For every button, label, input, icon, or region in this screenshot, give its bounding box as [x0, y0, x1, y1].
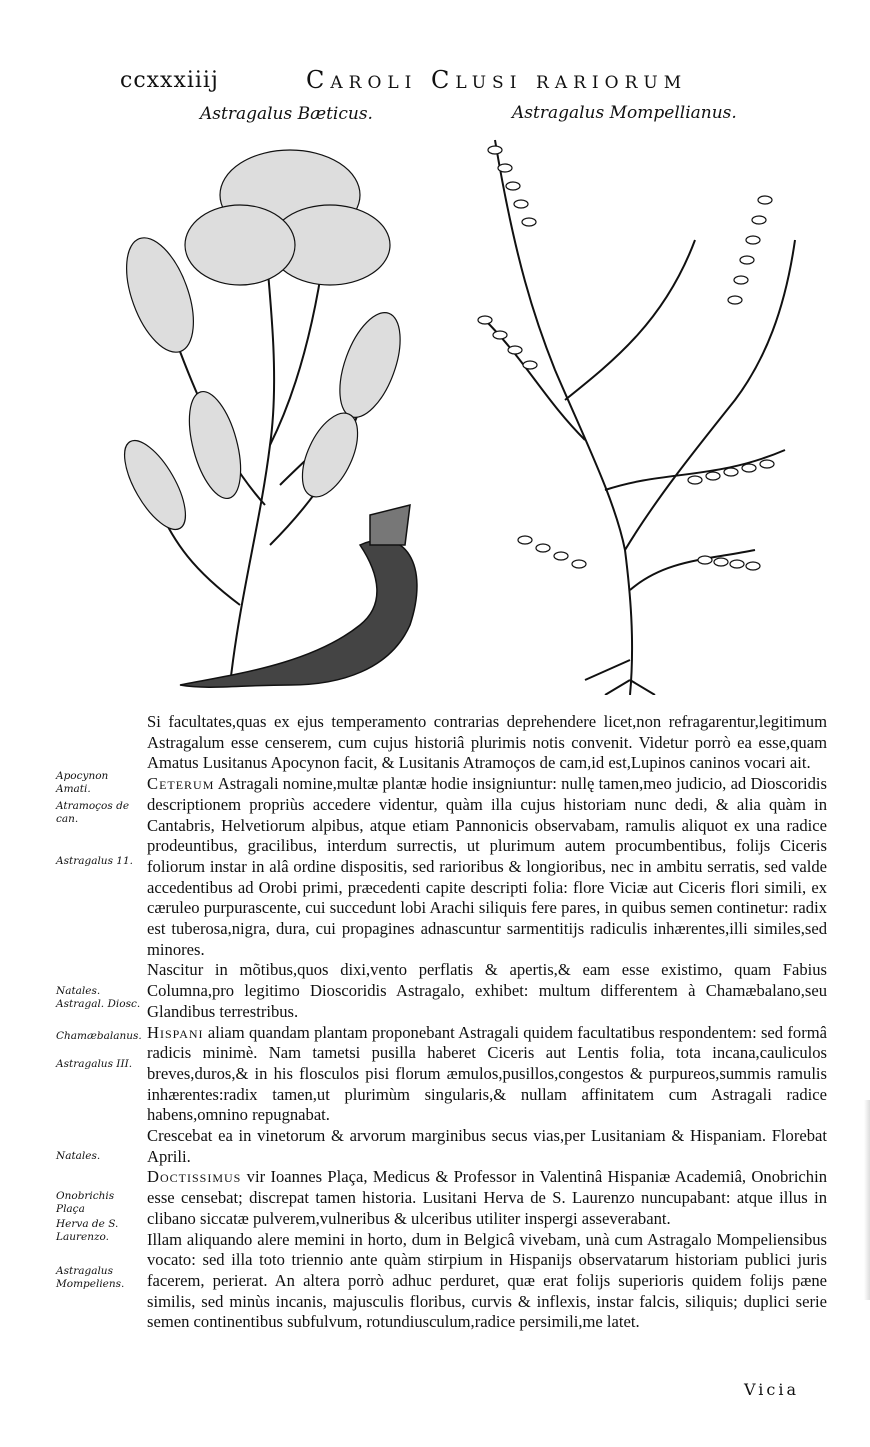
paragraph-lead: Doctissimus — [147, 1167, 242, 1187]
margin-note: Atramoços de can. — [56, 800, 130, 825]
paragraph-lead: Ceterum — [147, 774, 215, 794]
paragraph-lead: Hispani — [147, 1022, 204, 1042]
paragraph: Crescebat ea in vinetorum & arvorum marginibus secus vias,per Lusitaniam & Hispaniam. Florebat Aprili. — [147, 1126, 827, 1166]
paragraph: Si facultates,quas ex ejus temperamento contrarias deprehendere licet,non refragarentur,legitimum Astragalum esse censerem, cum cujus historiâ plurimis notis convenit. Videtur porrò ea esse,quam Amatus Lusitanus Apocynon facit, & Lusitanis Atramoços de cam,id est,Lupinos caninos vocari ait. — [147, 712, 827, 773]
margin-note: Chamæbalanus. — [56, 1030, 142, 1042]
catchword: Vicia — [744, 1380, 800, 1399]
paragraph: Illam aliquando alere memini in horto, dum in Belgicâ vivebam, unà cum Astragalo Mompeliensibus vocato: sed illa toto triennio ante quàm stirpium in Hispanijs observatarum historiam publici juris facerem, perierat. An altera porrò adhuc perduret, quæ erat folijs superioris quidem folijs pæne similis, sed minùs incanis, majusculis floribus, curvis & inflexis, instar falcis, siliquis; duplici serie semen continentibus subfulvum, rotundiusculum,radice persimili,me latet. — [147, 1229, 827, 1332]
page-header — [110, 62, 830, 102]
page-edge-shadow — [864, 1100, 870, 1300]
main-text — [147, 712, 827, 1333]
folio-number: ccxxxiiij — [120, 68, 219, 93]
plate-caption-right: Astragalus Mompellianus. — [512, 103, 737, 123]
margin-note: Astragalus III. — [56, 1058, 133, 1070]
paragraph: Hispani aliam quandam plantam proponebant Astragali quidem facultatibus respondentem: sed formâ radicis minimè. Nam tametsi pusilla haberet Ciceris aut Lentis folia, tota incana,cauliculos breves,duros,& in his flosculos pisi florum æmulos,pusillos,congestos & purpureos,summis ramulis inhærentes:radix tamen,ut plurimùm singularis,& nullam affinitatem cum Astragali radice habens,omnino repugnabat. — [147, 1022, 827, 1125]
margin-note: Natales. Astragal. Diosc. — [56, 985, 141, 1010]
margin-note: Astragalus Mompeliens. — [56, 1265, 125, 1290]
margin-note: Astragalus 11. — [56, 855, 133, 867]
paragraph: Nascitur in mõtibus,quos dixi,vento perflatis & apertis,& eam esse existimo, quam Fabius Columna,pro legitimo Dioscoridis Astragalo, exhibet: multum differentem à Chamæbalano,seu Glandibus terrestribus. — [147, 960, 827, 1021]
paragraph: Doctissimus vir Ioannes Plaça, Medicus & Professor in Valentinâ Hispaniæ Academiâ, Onobrichin esse censebat; discrepat tamen historia. Lusitani Herva de S. Laurenzo nuncupabant: atque illus in clibano siccatæ pulverem,vulneribus & ulceribus utiliter inspergi asseverabant. — [147, 1167, 827, 1228]
margin-note: Apocynon Amati. — [56, 770, 109, 795]
astragalus-baeticus-woodcut — [120, 125, 450, 700]
plate-caption-left: Astragalus Bæticus. — [200, 104, 373, 124]
margin-note: Herva de S. Laurenzo. — [56, 1218, 119, 1243]
margin-note: Natales. — [56, 1150, 101, 1162]
astragalus-mompellianus-woodcut — [465, 120, 815, 695]
running-title: Caroli Clusi rariorum — [306, 66, 688, 94]
paragraph: Ceterum Astragali nomine,multæ plantæ hodie insigniuntur: nullę tamen,meo judicio, ad Dioscoridis descriptionem propriùs accedere videntur, quàm illa cujus historiam nunc dedi, & alia quàm in Cantabris, Helvetiorum alpibus, atque etiam Pannonicis observabam, ramulis aliquot ex una radice prodeuntibus, gracilibus, interdum surrectis, ut plurimum autem procumbentibus, folijs Ciceris foliorum instar in alâ ordine dispositis, sed rarioribus & longioribus, nec in ambitu serratis, sed valde accedentibus ad Orobi primi, præcedenti capite descripti folia: flore Viciæ aut Ciceris flori simili, ex cæruleo purpurascente, cui succedunt lobi Arachi siliquis fere pares, in quibus semen continetur: radix est tuberosa,nigra, dura, cui propagines adnascuntur sarmentitijs radiculis inhærentes,illi similes,sed minores. — [147, 774, 827, 959]
margin-note: Onobrichis Plaça — [56, 1190, 115, 1215]
